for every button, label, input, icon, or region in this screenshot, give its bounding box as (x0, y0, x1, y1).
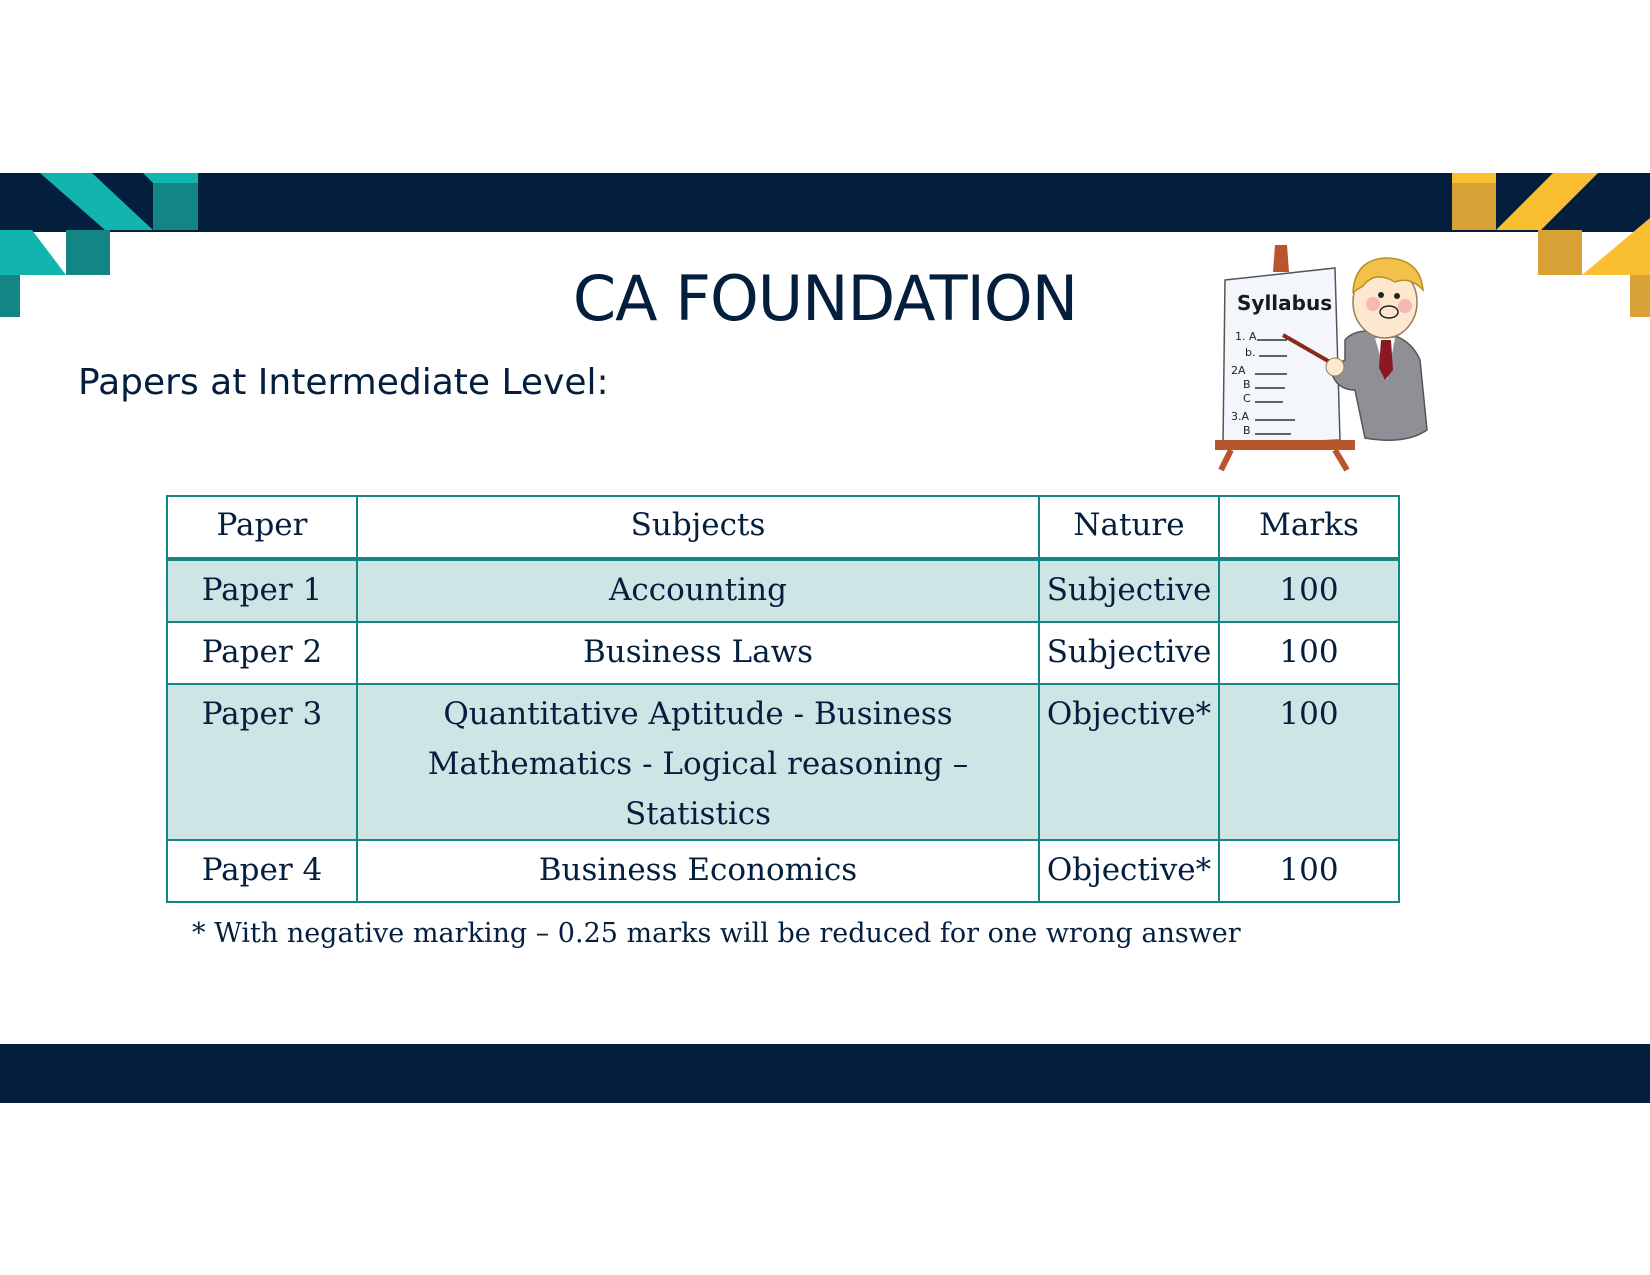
cell-paper: Paper 2 (167, 622, 357, 684)
cell-nature: Objective* (1039, 684, 1219, 840)
clipart-line: 2A (1231, 364, 1246, 377)
cell-marks: 100 (1219, 559, 1399, 622)
clipart-line: C (1243, 392, 1251, 405)
cell-nature: Objective* (1039, 840, 1219, 902)
clipart-line: B (1243, 378, 1251, 391)
cell-nature: Subjective (1039, 622, 1219, 684)
cell-subjects: Accounting (357, 559, 1039, 622)
table-row (167, 622, 1399, 684)
negative-marking-footnote: * With negative marking – 0.25 marks will be reduced for one wrong answer (192, 918, 1241, 949)
cell-subjects: Business Laws (357, 622, 1039, 684)
table-header-row (167, 496, 1399, 559)
cell-marks: 100 (1219, 622, 1399, 684)
cell-paper: Paper 1 (167, 559, 357, 622)
top-banner (0, 173, 1650, 232)
clipart-line: b. (1245, 346, 1256, 359)
header-marks: Marks (1219, 496, 1399, 559)
bottom-banner (0, 1044, 1650, 1103)
cell-subjects (357, 684, 1039, 840)
cell-paper: Paper 3 (167, 684, 357, 840)
page-title: CA FOUNDATION (572, 262, 1078, 335)
cell-marks: 100 (1219, 840, 1399, 902)
cell-paper: Paper 4 (167, 840, 357, 902)
header-nature: Nature (1039, 496, 1219, 559)
header-paper: Paper (167, 496, 357, 559)
table-row (167, 684, 1399, 840)
clipart-line: 1. A (1235, 330, 1257, 343)
papers-table (166, 495, 1400, 903)
header-subjects: Subjects (357, 496, 1039, 559)
table-row (167, 840, 1399, 902)
section-subtitle: Papers at Intermediate Level: (78, 362, 609, 403)
syllabus-teacher-clipart (1205, 240, 1450, 472)
clipart-line: B (1243, 424, 1251, 437)
cell-subjects-line: Mathematics - Logical reasoning – Statistics (427, 746, 969, 832)
cell-subjects-line: Quantitative Aptitude - Business (443, 696, 953, 732)
table-row (167, 559, 1399, 622)
clipart-heading: Syllabus (1237, 291, 1333, 315)
clipart-line: 3.A (1231, 410, 1250, 423)
cell-nature: Subjective (1039, 559, 1219, 622)
cell-subjects: Business Economics (357, 840, 1039, 902)
cell-marks: 100 (1219, 684, 1399, 840)
